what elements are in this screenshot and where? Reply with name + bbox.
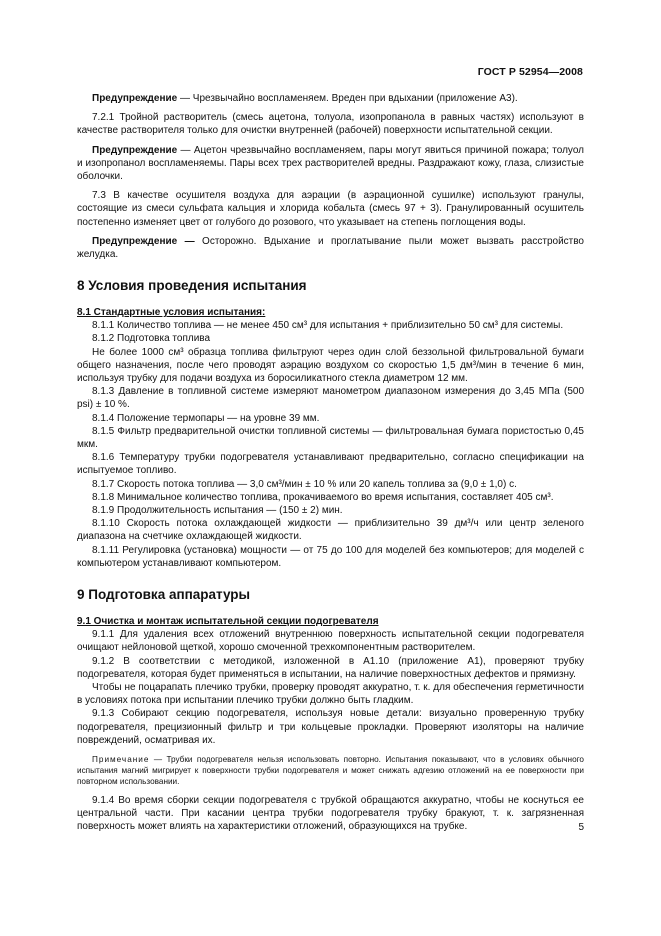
paragraph-8-1-2-text: Не более 1000 см³ образца топлива фильтруют через один слой беззольной фильтровальной бумаги общего назначения, после чего проводят аэрацию воздухом со скоростью 1,5 дм³/мин в течение 6 мин, используя трубку для подачи воздуха из боросиликатного стекла диаметром 12 мм.: [77, 346, 584, 385]
subsection-8-1-heading: 8.1 Стандартные условия испытания:: [77, 307, 266, 319]
warning-paragraph: Предупреждение — Ацетон чрезвычайно воспламеняем, пары могут явиться причиной пожара; толуол и изопропанол воспламеняемы. Пары всех трех растворителей вредны. Раздражают кожу, глаза, слизистые оболочки.: [77, 144, 584, 183]
page-number: 5: [578, 822, 584, 833]
warning-label: Предупреждение —: [92, 235, 195, 247]
warning-paragraph: Предупреждение — Осторожно. Вдыхание и проглатывание пыли может вызвать расстройство желудка.: [77, 235, 584, 261]
paragraph-8-1-7: 8.1.7 Скорость потока топлива — 3,0 см³/мин ± 10 % или 20 капель топлива за (9,0 ± 1,0) с.: [92, 478, 517, 490]
warning-label: Предупреждение: [92, 93, 178, 104]
paragraph-7-3: 7.3 В качестве осушителя воздуха для аэрации (в аэрационной сушилке) используют гранулы, состоящие из смеси сульфата кальция и хлорида кобальта (смесь 97 + 3). Гранулированный осушитель постепенно изменяет цвет от голубого до розового, что указывает на степень поглощения воды.: [77, 190, 584, 228]
paragraph-7-2-1: 7.2.1 Тройной растворитель (смесь ацетона, толуола, изопропанола в равных частях) используют в качестве растворителя только для очистки внутренней (рабочей) поверхности испытательной секции.: [77, 112, 584, 137]
warning-label: Предупреждение: [92, 144, 178, 156]
paragraph-9-1-2-text: Чтобы не поцарапать плечико трубки, проверку проводят аккуратно, т. к. для обеспечения герметичности в условиях потока при испытании плечико трубки должно быть гладким.: [77, 681, 584, 707]
paragraph-8-1-10: 8.1.10 Скорость потока охлаждающей жидкости — приблизительно 39 дм³/ч или центр зеленого диапазона на счетчике охлаждающей жидкости.: [77, 518, 584, 543]
document-header: ГОСТ Р 52954—2008: [477, 66, 583, 78]
document-body: [77, 92, 584, 833]
paragraph-8-1-2: 8.1.2 Подготовка топлива: [92, 333, 211, 345]
note-paragraph: Примечание — Трубки подогревателя нельзя использовать повторно. Испытания показывают, что в условиях обычного испытания магний мигрирует к поверхности трубки подогревателя и может снижать адгезию отложений на ее поверхности при повторном использовании.: [77, 754, 584, 787]
paragraph-8-1-11: 8.1.11 Регулировка (установка) мощности — от 75 до 100 для моделей без компьютеров; для моделей с компьютером устанавливают компьютером.: [77, 544, 584, 569]
section-8-heading: 8 Условия проведения испытания: [77, 278, 307, 294]
paragraph-9-1-3: 9.1.3 Собирают секцию подогревателя, используя новые детали: визуально проверенную трубку подогревателя, прецизионный фильтр и три кольцевые прокладки. Проверяют изоляторы на наличие повреждений, осматривая их.: [77, 708, 584, 746]
paragraph-9-1-1: 9.1.1 Для удаления всех отложений внутреннюю поверхность испытательной секции подогревателя очищают нейлоновой щеткой, хорошо смоченной трехкомпонентным растворителем.: [77, 629, 584, 654]
warning-paragraph: Предупреждение — Чрезвычайно воспламеняем. Вреден при вдыхании (приложение А3).: [92, 93, 518, 104]
paragraph-8-1-3: 8.1.3 Давление в топливной системе измеряют манометром диапазоном измерения до 3,45 МПа (500 psi) ± 10 %.: [77, 386, 584, 411]
paragraph-9-1-4: 9.1.4 Во время сборки секции подогревателя с трубкой обращаются аккуратно, чтобы не коснуться ее центральной части. При касании центра трубки подогревателя трубку бракуют, т. к. загрязненная поверхность может влиять на характеристики отложений, образующихся на трубке.: [77, 794, 584, 832]
paragraph-8-1-5: 8.1.5 Фильтр предварительной очистки топливной системы — фильтровальная бумага пористостью 0,45 мкм.: [77, 425, 584, 451]
paragraph-8-1-4: 8.1.4 Положение термопары — на уровне 39 мм.: [92, 412, 320, 424]
paragraph-8-1-8: 8.1.8 Минимальное количество топлива, прокачиваемого во время испытания, составляет 405 см³.: [92, 491, 554, 503]
paragraph-8-1-1: 8.1.1 Количество топлива — не менее 450 см³ для испытания + приблизительно 50 см³ для системы.: [92, 320, 564, 332]
note-label: Примечание: [92, 754, 150, 764]
paragraph-8-1-9: 8.1.9 Продолжительность испытания — (150 ± 2) мин.: [92, 505, 343, 517]
paragraph-9-1-2: 9.1.2 В соответствии с методикой, изложенной в А1.10 (приложение А1), проверяют трубку подогревателя, которая будет применяться в испытании, на наличие поверхностных дефектов и прямизну.: [77, 655, 584, 680]
subsection-9-1-heading: 9.1 Очистка и монтаж испытательной секции подогревателя: [77, 616, 379, 628]
paragraph-8-1-6: 8.1.6 Температуру трубки подогревателя устанавливают предварительно, согласно спецификации на испытуемое топливо.: [77, 452, 584, 477]
section-9-heading: 9 Подготовка аппаратуры: [77, 587, 251, 603]
